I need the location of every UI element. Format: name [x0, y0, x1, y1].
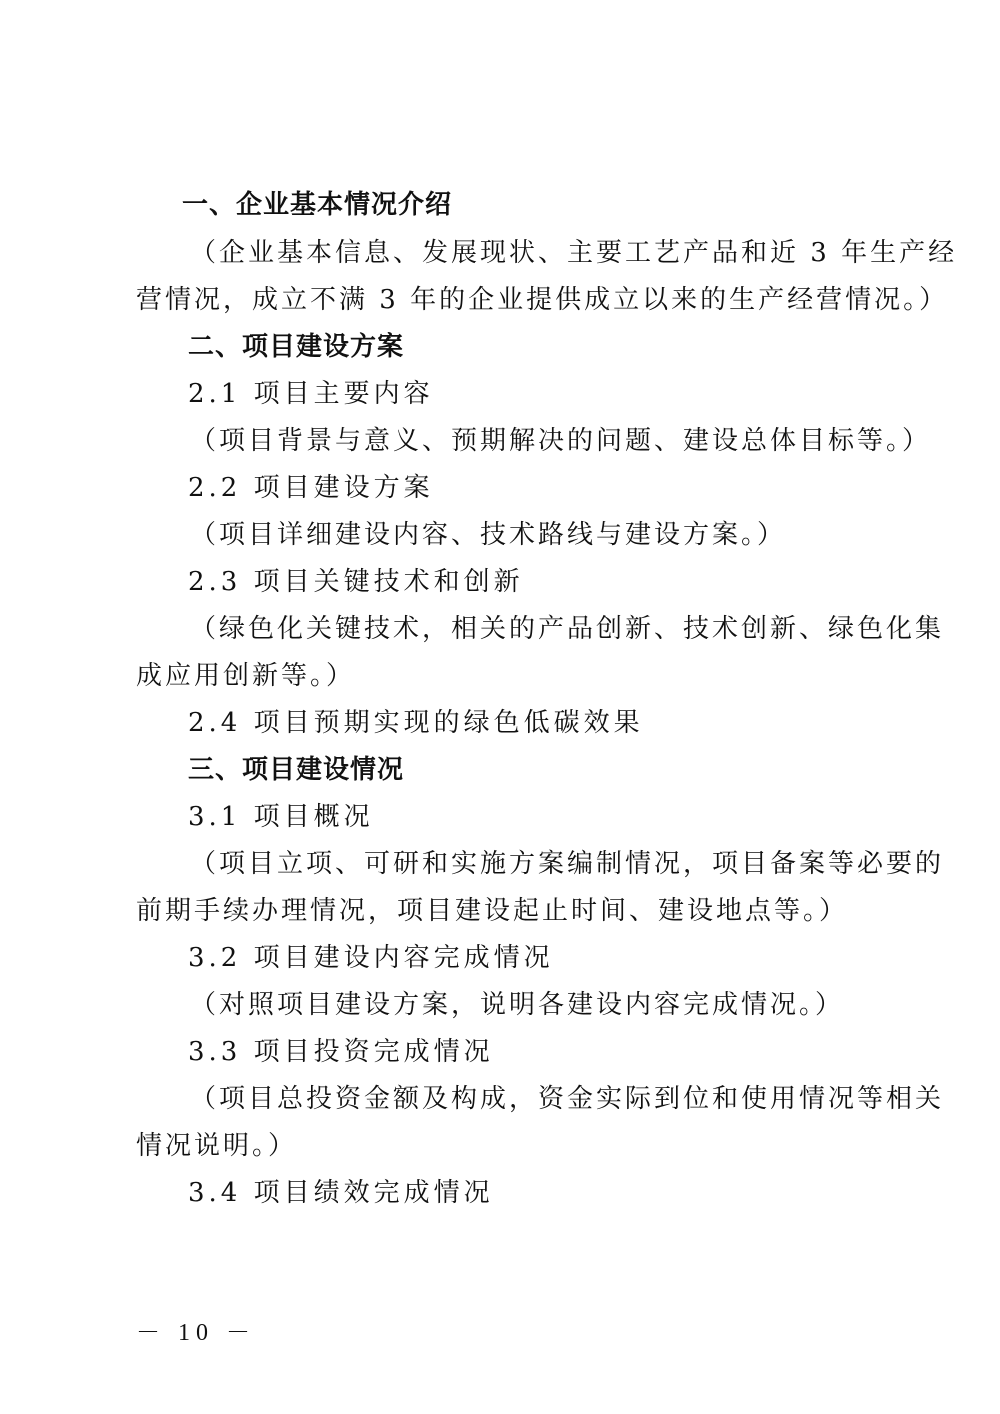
page-number: － 10 － [136, 1320, 256, 1346]
section-heading-1: 一、企业基本情况介绍 [182, 190, 453, 220]
paragraph-line: （绿色化关键技术，相关的产品创新、技术创新、绿色化集 [190, 614, 945, 644]
subsection-heading: 2.4 项目预期实现的绿色低碳效果 [188, 708, 644, 738]
subsection-heading: 3.4 项目绩效完成情况 [188, 1178, 494, 1208]
subsection-heading: 3.3 项目投资完成情况 [188, 1037, 494, 1067]
subsection-heading: 3.2 项目建设内容完成情况 [188, 943, 554, 973]
section-heading-3: 三、项目建设情况 [188, 755, 405, 785]
paragraph-line: （企业基本信息、发展现状、主要工艺产品和近 3 年生产经 [190, 238, 958, 268]
paragraph-line: 情况说明。） [136, 1131, 298, 1161]
paragraph-line: （项目总投资金额及构成，资金实际到位和使用情况等相关 [190, 1084, 945, 1114]
subsection-heading: 2.1 项目主要内容 [188, 379, 434, 409]
subsection-heading: 2.3 项目关键技术和创新 [188, 567, 524, 597]
paragraph-line: 成应用创新等。） [136, 661, 356, 691]
paragraph-line: 营情况，成立不满 3 年的企业提供成立以来的生产经营情况。） [136, 285, 949, 315]
paragraph-line: （项目详细建设内容、技术路线与建设方案。） [190, 520, 787, 550]
subsection-heading: 3.1 项目概况 [188, 802, 374, 832]
paragraph-line: （项目背景与意义、预期解决的问题、建设总体目标等。） [190, 426, 932, 456]
subsection-heading: 2.2 项目建设方案 [188, 473, 434, 503]
paragraph-line: （对照项目建设方案，说明各建设内容完成情况。） [190, 990, 845, 1020]
paragraph-line: 前期手续办理情况，项目建设起止时间、建设地点等。） [136, 896, 849, 926]
paragraph-line: （项目立项、可研和实施方案编制情况，项目备案等必要的 [190, 849, 945, 879]
section-heading-2: 二、项目建设方案 [188, 332, 405, 362]
